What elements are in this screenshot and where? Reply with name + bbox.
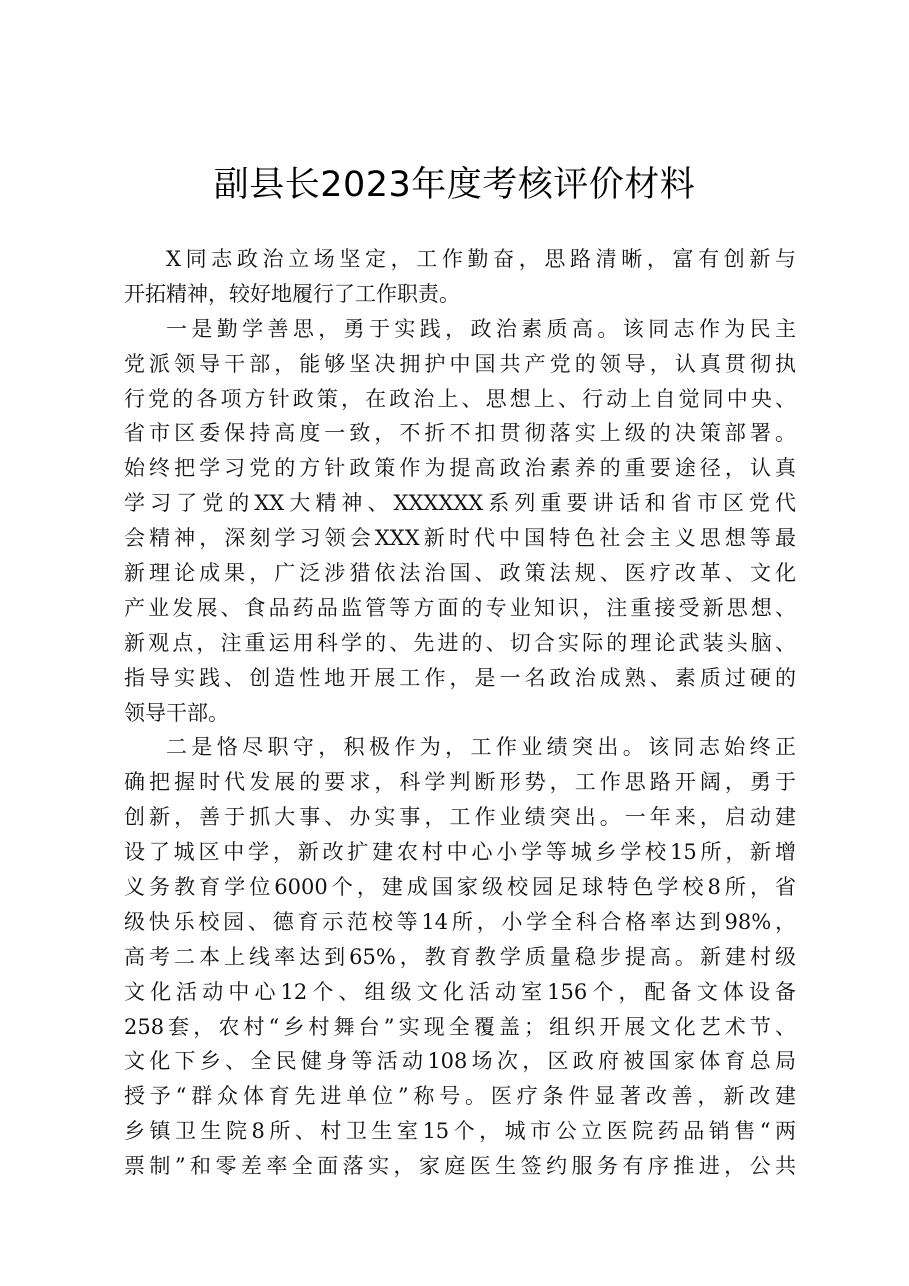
body-text-line: 创新，善于抓大事、办实事，工作业绩突出。一年来，启动建 (124, 805, 796, 830)
body-text-line: 乡镇卫生院8所、村卫生室15个，城市公立医院药品销售“两 (124, 1119, 796, 1144)
body-text-line: X同志政治立场坚定，工作勤奋，思路清晰，富有创新与 (166, 247, 796, 271)
body-text-line: 开拓精神，较好地履行了工作职责。 (124, 281, 460, 306)
body-text-line: 文化活动中心12个、组级文化活动室156个，配备文体设备 (124, 979, 796, 1004)
body-text-line: 授予“群众体育先进单位”称号。医疗条件显著改善，新改建 (124, 1084, 796, 1109)
body-text-line: 票制”和零差率全面落实，家庭医生签约服务有序推进，公共 (124, 1154, 796, 1179)
body-text-line: 设了城区中学，新改扩建农村中心小学等城乡学校15所，新增 (124, 840, 796, 865)
body-text-line: 258套，农村“乡村舞台”实现全覆盖；组织开展文化艺术节、 (124, 1014, 796, 1039)
body-text-line: 新理论成果，广泛涉猎依法治国、政策法规、医疗改革、文化 (124, 561, 796, 586)
body-text-line: 义务教育学位6000个，建成国家级校园足球特色学校8所，省 (124, 875, 796, 900)
document-body (124, 242, 796, 1184)
body-text-line: 产业发展、食品药品监管等方面的专业知识，注重接受新思想、 (124, 595, 796, 620)
body-text-line: 一是勤学善思，勇于实践，政治素质高。该同志作为民主 (166, 316, 796, 341)
body-text-line: 确把握时代发展的要求，科学判断形势，工作思路开阔，勇于 (124, 770, 796, 795)
body-text-line: 省市区委保持高度一致，不折不扣贯彻落实上级的决策部署。 (124, 421, 796, 446)
body-text-line: 级快乐校园、德育示范校等14所，小学全科合格率达到98%， (124, 909, 796, 934)
body-text-line: 新观点，注重运用科学的、先进的、切合实际的理论武装头脑、 (124, 630, 796, 655)
body-text-line: 文化下乡、全民健身等活动108场次，区政府被国家体育总局 (124, 1049, 796, 1074)
body-text-line: 学习了党的XX大精神、XXXXXX系列重要讲话和省市区党代 (124, 491, 796, 516)
body-text-line: 高考二本上线率达到65%，教育教学质量稳步提高。新建村级 (124, 944, 796, 969)
body-text-line: 二是恪尽职守，积极作为，工作业绩突出。该同志始终正 (166, 735, 796, 760)
body-text-line: 行党的各项方针政策，在政治上、思想上、行动上自觉同中央、 (124, 386, 796, 411)
body-text-line: 始终把学习党的方针政策作为提高政治素养的重要途径，认真 (124, 456, 796, 481)
body-text-line: 会精神，深刻学习领会XXX新时代中国特色社会主义思想等最 (124, 526, 796, 551)
body-text-line: 指导实践、创造性地开展工作，是一名政治成熟、素质过硬的 (124, 665, 796, 690)
body-text-line: 领导干部。 (124, 700, 229, 725)
document-title: 副县长2023年度考核评价材料 (213, 165, 696, 205)
body-text-line: 党派领导干部，能够坚决拥护中国共产党的领导，认真贯彻执 (124, 351, 796, 376)
